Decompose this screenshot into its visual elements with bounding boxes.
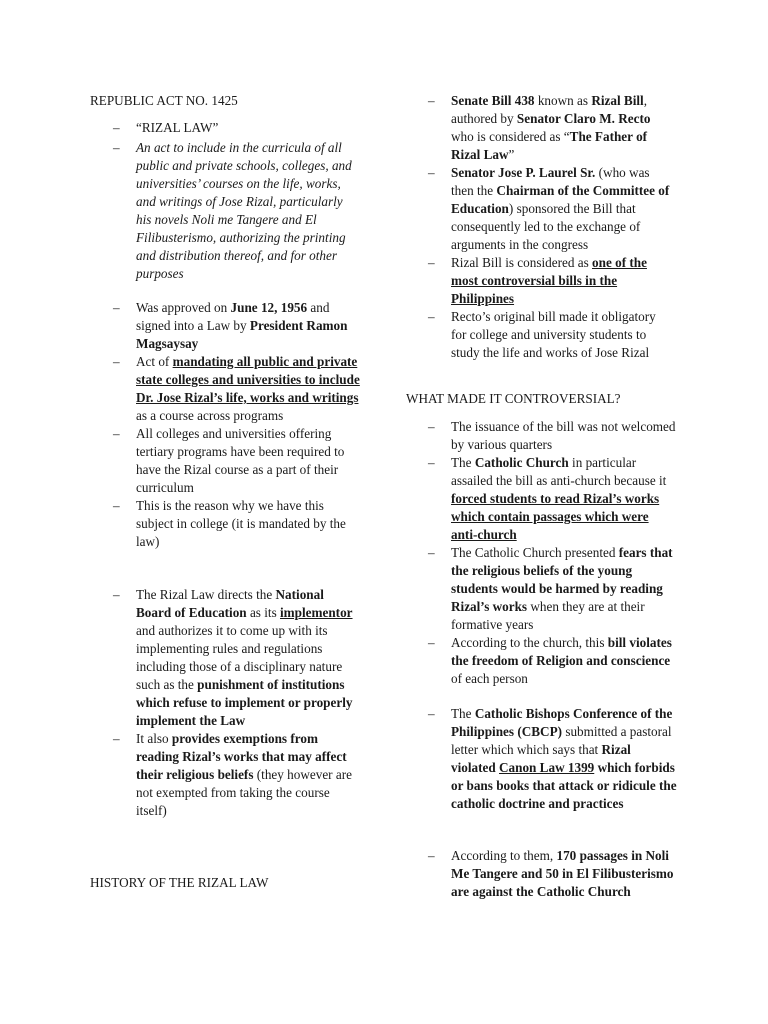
heading-history: HISTORY OF THE RIZAL LAW: [90, 875, 269, 890]
list-item-all-colleges: – All colleges and universities offering tertiary programs have been required to have the Rizal course as a part of their curriculum: [136, 425, 362, 497]
list-item-senate-bill: – Senate Bill 438 known as Rizal Bill, authored by Senator Claro M. Recto who is considered as “The Father of Rizal Law”: [451, 92, 673, 164]
list-item-issuance: – The issuance of the bill was not welcomed by various quarters: [451, 418, 677, 454]
list-item-controversial-bill: – Rizal Bill is considered as one of the most controversial bills in the Philippines: [451, 254, 673, 308]
list-item-catholic-church: – The Catholic Church in particular assailed the bill as anti-church because it forced students to read Rizal’s works which contain passages which were anti-church: [451, 454, 677, 544]
list-item-exemptions: – It also provides exemptions from reading Rizal’s works that may affect their religious beliefs (they however are not exempted from taking the course itself): [136, 730, 362, 820]
list-item-approved: – Was approved on June 12, 1956 and signed into a Law by President Ramon Magsaysay: [136, 299, 362, 353]
list-item-act-of: – Act of mandating all public and private state colleges and universities to include Dr. Jose Rizal’s life, works and writings as a course across programs: [136, 353, 362, 425]
right-list-1: [451, 92, 673, 362]
right-list-3: [451, 705, 677, 813]
list-item-recto-original: – Recto’s original bill made it obligatory for college and university students to study the life and works of Jose Rizal: [451, 308, 673, 362]
heading-what-made-controversial: WHAT MADE IT CONTROVERSIAL?: [406, 391, 621, 406]
heading-republic-act: REPUBLIC ACT NO. 1425: [90, 93, 238, 108]
left-list-1: [136, 119, 364, 283]
list-item-freedom: – According to the church, this bill violates the freedom of Religion and conscience of each person: [451, 634, 677, 688]
left-list-3: [136, 586, 362, 820]
list-item-laurel: – Senator Jose P. Laurel Sr. (who was then the Chairman of the Committee of Education) sponsored the Bill that consequently led to the exchange of arguments in the congress: [451, 164, 673, 254]
list-item-passages: – According to them, 170 passages in Noli Me Tangere and 50 in El Filibusterismo are against the Catholic Church: [451, 847, 677, 901]
right-list-2: [451, 418, 677, 688]
list-item-fears: – The Catholic Church presented fears that the religious beliefs of the young students would be harmed by reading Rizal’s works when they are at their formative years: [451, 544, 677, 634]
list-item-directs: – The Rizal Law directs the National Board of Education as its implementor and authorizes it to come up with its implementing rules and regulations including those of a disciplinary nature such as the punishment of institutions which refuse to implement or properly implement the Law: [136, 586, 362, 730]
left-list-2: [136, 299, 362, 551]
list-item-rizal-law: – “RIZAL LAW”: [136, 119, 364, 137]
list-item-act-description: – An act to include in the curricula of all public and private schools, colleges, and universities’ courses on the life, works, and writings of Jose Rizal, particularly his novels Noli me Tangere and El Filibusterismo, authorizing the printing and distribution thereof, and for other purposes: [136, 139, 354, 283]
list-item-reason: – This is the reason why we have this subject in college (it is mandated by the law): [136, 497, 362, 551]
list-item-cbcp: – The Catholic Bishops Conference of the Philippines (CBCP) submitted a pastoral letter which which says that Rizal violated Canon Law 1399 which forbids or bans books that attack or ridicule the catholic doctrine and practices: [451, 705, 677, 813]
right-list-4: [451, 847, 677, 901]
